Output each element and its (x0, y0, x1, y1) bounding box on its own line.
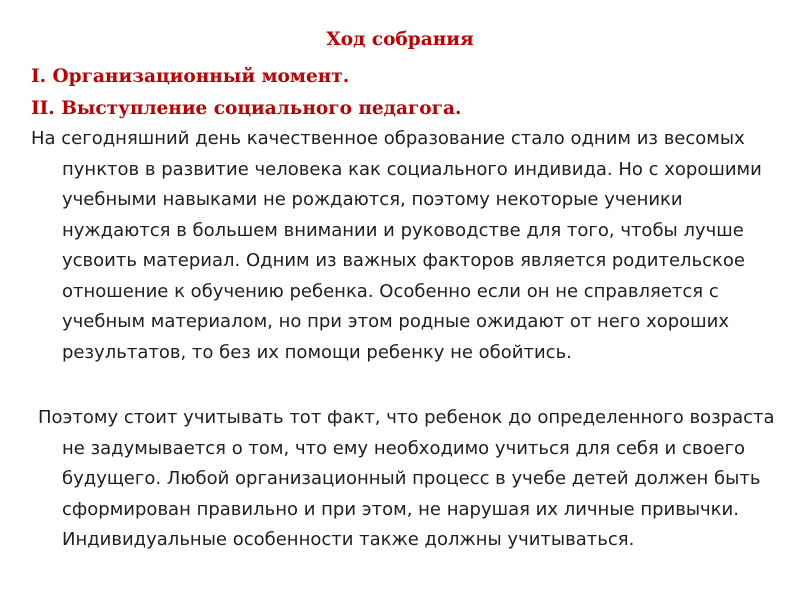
agenda-item-organizational-moment: I. Организационный момент. (31, 66, 350, 87)
body-paragraph-1: На сегодняшний день качественное образование стало одним из весомых пунктов в развитие человека как социального индивида. Но с хорошими учебными навыками не рождаются, поэтому некоторые ученики нуждаются в большем внимании и руководстве для того, чтобы лучше усвоить материал. Одним из важных факторов является родительское отношение к обучению ребенка. Особенно если он не справляется с учебным материалом, но при этом родные ожидают от него хороших результатов, то без их помощи ребенку не обойтись. (31, 128, 762, 363)
slide-title: Ход собрания (326, 29, 474, 50)
agenda-item-social-pedagogue-speech: II. Выступление социального педагога. (31, 98, 462, 119)
body-paragraph-2: Поэтому стоит учитывать тот факт, что ребенок до определенного возраста не задумывается о том, что ему необходимо учиться для себя и своего будущего. Любой организационный процесс в учебе детей должен быть сформирован правильно и при этом, не нарушая их личные привычки. Индивидуальные особенности также должны учитываться. (38, 407, 775, 550)
